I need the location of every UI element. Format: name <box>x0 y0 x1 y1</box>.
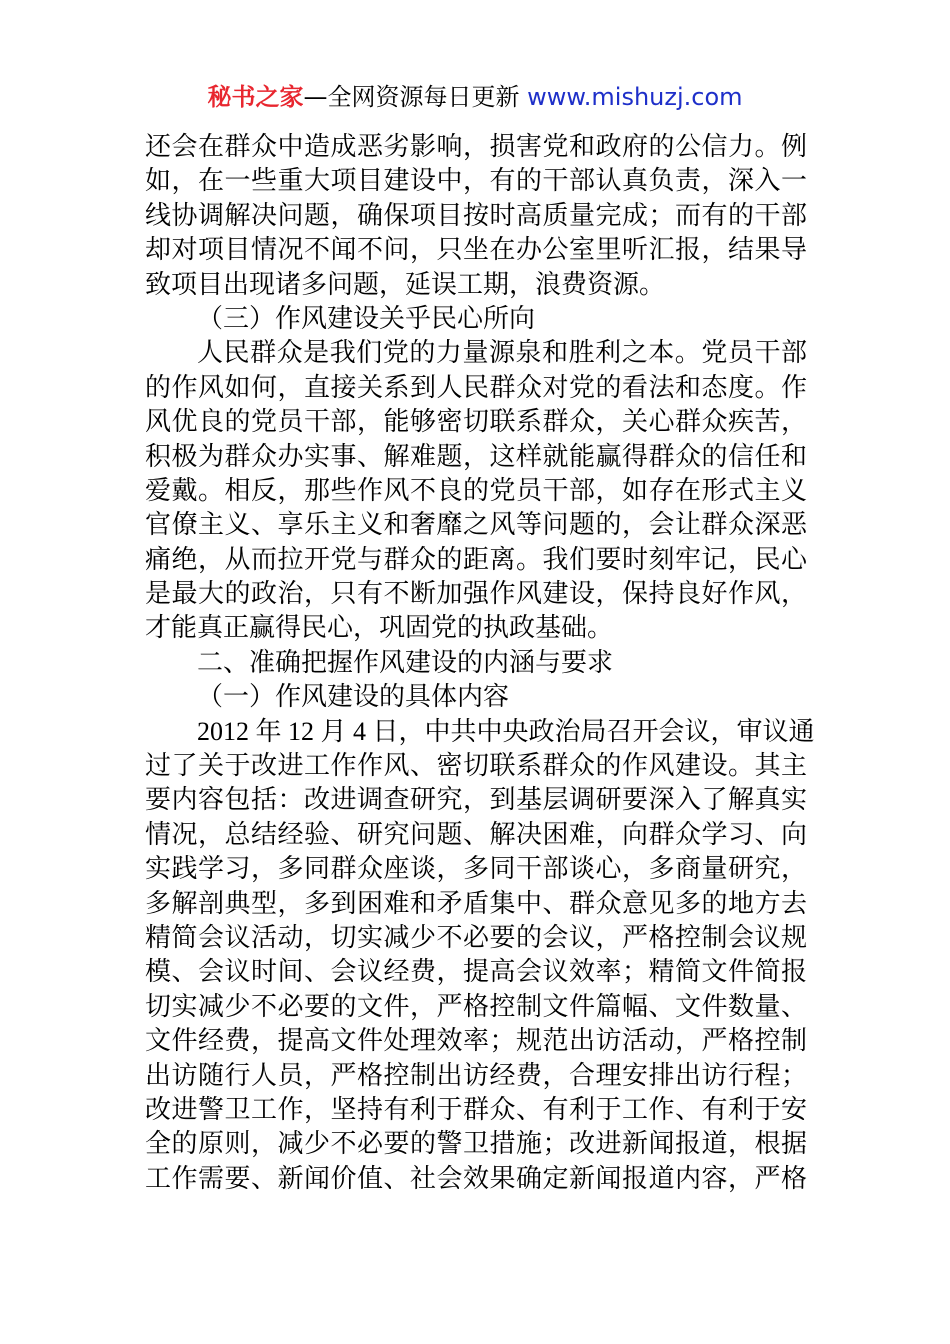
body-line: 过了关于改进工作作风、密切联系群众的作风建设。其主 <box>145 751 807 782</box>
body-line: 还会在群众中造成恶劣影响，损害党和政府的公信力。例 <box>145 132 807 162</box>
body-line: 人民群众是我们党的力量源泉和胜利之本。党员干部 <box>197 338 807 369</box>
page-header <box>0 80 950 114</box>
section-heading: （三）作风建设关乎民心所向 <box>197 303 536 334</box>
body-line: 如，在一些重大项目建设中，有的干部认真负责，深入一 <box>145 166 807 197</box>
body-line: 才能真正赢得民心，巩固党的执政基础。 <box>145 613 614 644</box>
body-line: 痛绝，从而拉开党与群众的距离。我们要时刻牢记，民心 <box>145 544 807 575</box>
body-line: 风优良的党员干部，能够密切联系群众，关心群众疾苦， <box>145 407 807 438</box>
body-line: 文件经费，提高文件处理效率；规范出访活动，严格控制 <box>145 1026 807 1057</box>
section-heading: 二、准确把握作风建设的内涵与要求 <box>197 647 614 678</box>
body-line: 切实减少不必要的文件，严格控制文件篇幅、文件数量、 <box>145 991 807 1022</box>
header-tagline: —全网资源每日更新 <box>303 83 528 111</box>
body-line: 却对项目情况不闻不问，只坐在办公室里听汇报，结果导 <box>145 235 807 266</box>
body-line: 的作风如何，直接关系到人民群众对党的看法和态度。作 <box>145 372 807 403</box>
document-body <box>145 130 815 1196</box>
subsection-heading: （一）作风建设的具体内容 <box>197 682 510 713</box>
body-line: 工作需要、新闻价值、社会效果确定新闻报道内容，严格 <box>145 1163 807 1194</box>
body-line: 爱戴。相反，那些作风不良的党员干部，如存在形式主义 <box>145 475 807 506</box>
body-line: 出访随行人员，严格控制出访经费，合理安排出访行程； <box>145 1060 807 1091</box>
body-line: 2012 年 12 月 4 日，中共中央政治局召开会议，审议通 <box>197 716 815 746</box>
body-line: 全的原则，减少不必要的警卫措施；改进新闻报道，根据 <box>145 1129 807 1160</box>
body-line: 改进警卫工作，坚持有利于群众、有利于工作、有利于安 <box>145 1094 807 1125</box>
brand-name: 秘书之家 <box>207 83 304 111</box>
body-line: 是最大的政治，只有不断加强作风建设，保持良好作风， <box>145 579 807 610</box>
body-line: 多解剖典型，多到困难和矛盾集中、群众意见多的地方去 <box>145 888 807 919</box>
body-line: 要内容包括：改进调查研究，到基层调研要深入了解真实 <box>145 785 807 816</box>
body-line: 致项目出现诸多问题，延误工期，浪费资源。 <box>145 269 666 300</box>
body-line: 积极为群众办实事、解难题，这样就能赢得群众的信任和 <box>145 441 807 472</box>
site-link[interactable]: www.mishuzj.com <box>527 83 743 111</box>
body-line: 模、会议时间、会议经费，提高会议效率；精简文件简报 <box>145 957 807 988</box>
body-line: 线协调解决问题，确保项目按时高质量完成；而有的干部 <box>145 200 807 231</box>
body-line: 精简会议活动，切实减少不必要的会议，严格控制会议规 <box>145 922 807 953</box>
body-line: 情况，总结经验、研究问题、解决困难，向群众学习、向 <box>145 819 807 850</box>
body-line: 官僚主义、享乐主义和奢靡之风等问题的，会让群众深恶 <box>145 510 807 541</box>
body-line: 实践学习，多同群众座谈，多同干部谈心，多商量研究， <box>145 854 807 885</box>
